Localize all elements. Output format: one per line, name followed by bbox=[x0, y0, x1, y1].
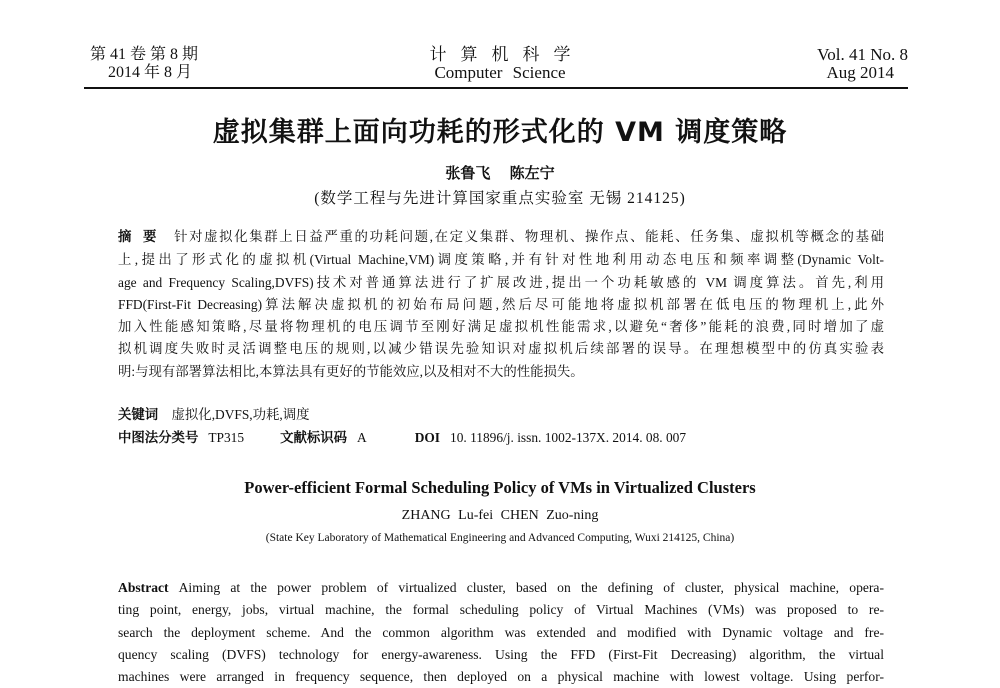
volume-issue-cn: 第 41 卷 第 8 期 bbox=[90, 46, 199, 63]
abstract-en bbox=[118, 577, 884, 688]
abstract-cn-label: 摘要 bbox=[118, 230, 169, 245]
clc-value: TP315 bbox=[208, 430, 245, 445]
affiliation-cn: (数学工程与先进计算国家重点实验室 无锡 214125) bbox=[314, 190, 686, 207]
journal-name-en: Computer Science bbox=[434, 63, 566, 82]
affiliation-en: (State Key Laboratory of Mathematical Engineering and Advanced Computing, Wuxi 214125, China) bbox=[265, 532, 735, 544]
abstract-en-line: ting point, energy, jobs, virtual machine, the formal scheduling policy of Virtual Machines (VMs) was proposed to re- bbox=[118, 602, 884, 618]
abstract-cn-line: 拟机调度失败时灵活调整电压的规则,以减少错误先验知识对虚拟机后续部署的误导。在理想模型中的仿真实验表 bbox=[118, 341, 884, 357]
paper-title-en: Power-efficient Formal Scheduling Policy of VMs in Virtualized Clusters bbox=[244, 478, 756, 497]
abstract-cn bbox=[118, 226, 884, 383]
journal-name-cn: 计算机科学 bbox=[429, 45, 585, 64]
date-cn: 2014 年 8 月 bbox=[108, 64, 193, 81]
header-rule bbox=[84, 87, 908, 89]
abstract-cn-line: age and Frequency Scaling,DVFS)技术对普通算法进行了扩展改进,提出一个功耗敏感的 VM 调度算法。首先,利用 bbox=[118, 274, 884, 290]
authors-cn: 张鲁飞 陈左宁 bbox=[445, 164, 555, 182]
keywords-cn bbox=[118, 404, 310, 423]
clc-label: 中图法分类号 bbox=[118, 431, 199, 446]
journal-name bbox=[380, 46, 620, 82]
volume-issue-en: Vol. 41 No. 8 bbox=[817, 45, 908, 64]
header-volume-en bbox=[817, 46, 908, 82]
abstract-cn-line: FFD(First-Fit Decreasing)算法解决虚拟机的初始布局问题,然后尽可能地将虚拟机部署在低电压的物理机上,此外 bbox=[118, 296, 884, 312]
authors-en: ZHANG Lu-fei CHEN Zuo-ning bbox=[401, 508, 599, 523]
doc-code-value: A bbox=[357, 430, 367, 445]
date-en: Aug 2014 bbox=[826, 63, 894, 82]
keywords-cn-value: 虚拟化,DVFS,功耗,调度 bbox=[171, 407, 310, 422]
doc-code-label: 文献标识码 bbox=[280, 431, 348, 446]
paper-title-cn: 虚拟集群上面向功耗的形式化的 VM 调度策略 bbox=[212, 117, 788, 148]
doi-value[interactable]: 10. 11896/j. issn. 1002-137X. 2014. 08. 007 bbox=[450, 430, 687, 445]
abstract-cn-line: 上,提出了形式化的虚拟机(Virtual Machine,VM)调度策略,并有针对性地利用动态电压和频率调整(Dynamic Volt- bbox=[118, 252, 884, 268]
abstract-en-line: machines were arranged in frequency sequence, then deployed on a physical machine with lowest voltage. Using perfor- bbox=[118, 669, 884, 685]
doi-label: DOI bbox=[414, 430, 440, 445]
abstract-en-label: Abstract bbox=[118, 580, 169, 595]
abstract-en-line: search the deployment scheme. And the common algorithm was extended and modified with Dynamic voltage and fre- bbox=[118, 624, 884, 640]
keywords-cn-label: 关键词 bbox=[118, 408, 159, 423]
classification-row bbox=[118, 427, 686, 446]
abstract-cn-line: 加入性能感知策略,尽量将物理机的电压调节至刚好满足虚拟机性能需求,以避免“奢侈”能耗的浪费,同时增加了虚 bbox=[118, 319, 884, 335]
abstract-en-line: Abstract Aiming at the power problem of virtualized cluster, based on the defining of cluster, physical machine, opera- bbox=[118, 580, 884, 595]
abstract-en-line: quency scaling (DVFS) technology for energy-awareness. Using the FFD (First-Fit Decreasing) algorithm, the virtual bbox=[118, 646, 884, 662]
abstract-cn-line: 明:与现有部署算法相比,本算法具有更好的节能效应,以及相对不大的性能损失。 bbox=[118, 363, 584, 379]
header-volume-cn bbox=[90, 46, 198, 82]
abstract-cn-line: 摘要 针对虚拟化集群上日益严重的功耗问题,在定义集群、物理机、操作点、能耗、任务集、虚拟机等概念的基础 bbox=[118, 229, 884, 245]
